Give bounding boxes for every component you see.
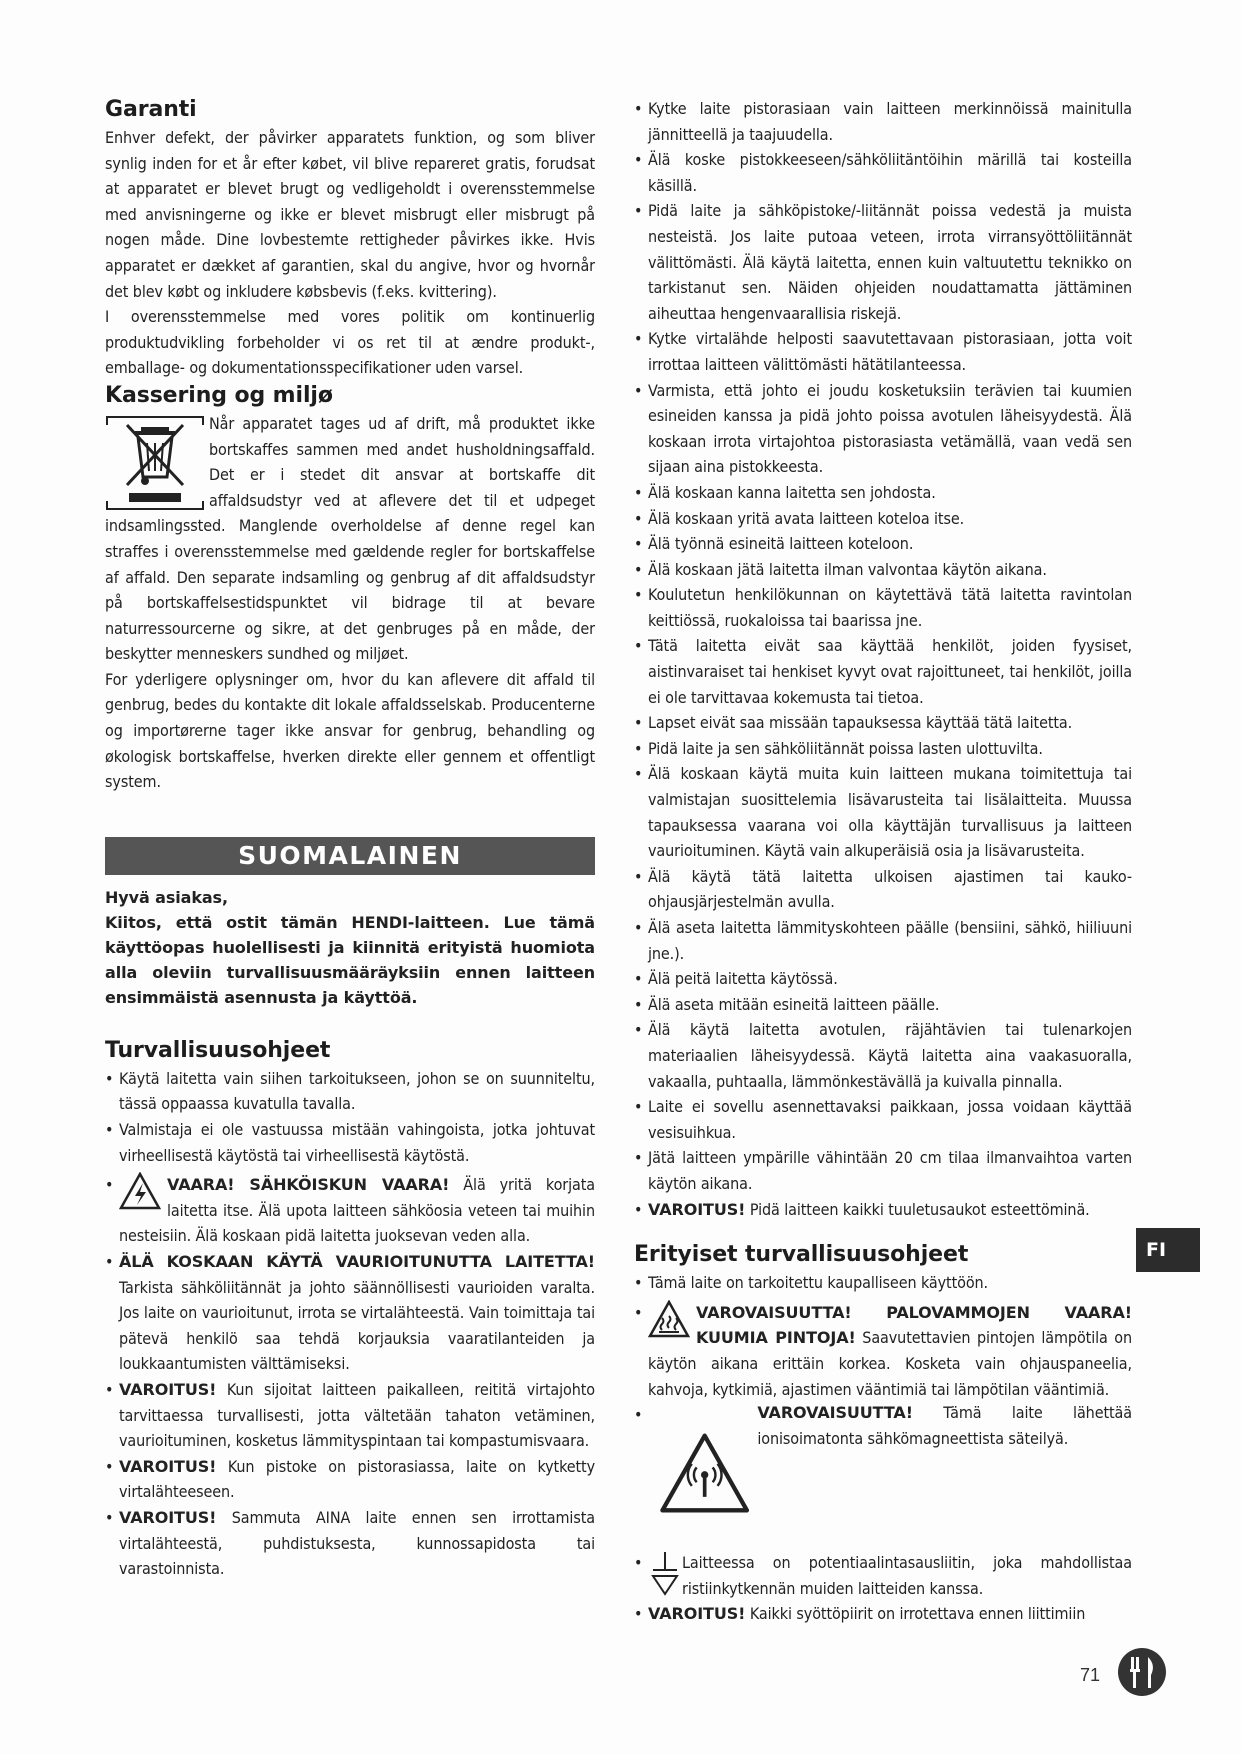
- list-item: • Tätä laitetta eivät saa käyttää henkilöt, joiden fyysiset, aistinvaraiset tai henkiset kyvyt ovat rajoittuneet, tai henkilöt, joilla ei ole tarvittavaa kokemusta tai tietoa.: [634, 633, 1132, 710]
- list-item: • VAROITUS! Kaikki syöttöpiirit on irrotettava ennen liittimiin: [634, 1601, 1132, 1627]
- list-item: • Älä työnnä esineitä laitteen koteloon.: [634, 531, 1132, 557]
- list-item: • Älä aseta mitään esineitä laitteen päälle.: [634, 992, 1132, 1018]
- hot-surface-warning-icon: [648, 1300, 690, 1338]
- turvallisuus-heading: Turvallisuusohjeet: [105, 1037, 331, 1063]
- list-item: • Tämä laite on tarkoitettu kaupalliseen käyttöön.: [634, 1270, 1132, 1296]
- garanti-paragraph-1: Enhver defekt, der påvirker apparatets funktion, og som bliver synlig inden for et år efter købet, vil blive repareret gratis, forudsat at apparatet er blevet brugt og vedligeholdt i overensstemmelse med anvisningerne og ikke er blevet misbrugt eller misbrugt på nogen måde. Dine lovbestemte rettigheder påvirkes ikke. Hvis apparatet er dækket af garantien, skal du angive, hvor og hvornår det blev købt og inkludere købsbevis (f.eks. kvittering).: [105, 128, 595, 301]
- page-number: 71: [1080, 1665, 1101, 1685]
- intro-text: Kiitos, että ostit tämän HENDI-laitteen. Lue tämä käyttöopas huolellisesti ja kiinnitä erityistä huomiota alla oleviin turvallisuusmääräyksiin ennen laitteen ensimmäistä asennusta ja käyttöä.: [105, 912, 595, 1007]
- list-item: • Älä käytä tätä laitetta ulkoisen ajastimen tai kauko-ohjausjärjestelmän avulla.: [634, 864, 1132, 915]
- list-item: • Älä aseta laitetta lämmityskohteen päälle (bensiini, sähkö, hiiliuuni jne.).: [634, 915, 1132, 966]
- list-item: • Varmista, että johto ei joudu kosketuksiin terävien tai kuumien esineiden kanssa ja pidä johto poissa avotulen läheisyydestä. Älä koskaan irrota virtajohtoa pistorasiasta vetämällä, vaan vedä sen sijaan aina pistokkeesta.: [634, 378, 1132, 480]
- list-item: • Älä koskaan kanna laitetta sen johdosta.: [634, 480, 1132, 506]
- intro-block: [105, 885, 595, 1010]
- list-item: • Älä peitä laitetta käytössä.: [634, 966, 1132, 992]
- list-item: [634, 1550, 1132, 1601]
- list-item: • Pidä laite ja sähköpistoke/-liitännät poissa vedestä ja muista nesteistä. Jos laite putoaa veteen, irrota virransyöttöliitännät välittömästi. Älä käytä laitetta, ennen kuin valtuutettu teknikko on tarkistanut sen. Näiden ohjeiden noudattamatta jättäminen aiheuttaa hengenvaarallisia riskejä.: [634, 198, 1132, 326]
- intro-greeting: Hyvä asiakas,: [105, 887, 228, 907]
- list-item: • Kytke virtalähde helposti saavutettavaan pistorasiaan, jotta voit irrottaa laitteen välittömästi hätätilanteessa.: [634, 326, 1132, 377]
- list-item: • VAROITUS! Pidä laitteen kaikki tuuletusaukot esteettöminä.: [634, 1197, 1132, 1223]
- list-item: • Älä koskaan käytä muita kuin laitteen mukana toimitettuja tai valmistajan suosittelemia lisävarusteita tai lisälaitteita. Muussa tapauksessa vaarana voi olla käyttäjän turvallisuus ja laitteen vaurioituminen. Käytä vain alkuperäisiä osia ja lisävarusteita.: [634, 761, 1132, 863]
- list-item: • Älä käytä laitetta avotulen, räjähtävien tai tulenarkojen materiaalien läheisyydessä. Käytä laitetta aina vaakasuoralla, vakaalla, puhtaalla, lämmönkestävällä ja kuivalla pinnalla.: [634, 1017, 1132, 1094]
- kassering-paragraph-2: For yderligere oplysninger om, hvor du kan aflevere dit affald til genbrug, bedes du kontakte dit lokale affaldsselskab. Producenterne og importørerne tager ikke ansvar for genbrug, behandling og økologisk bortskaffelse, hverken direkte eller gennem et offentligt system.: [105, 669, 595, 792]
- kassering-heading: Kassering og miljø: [105, 382, 333, 408]
- list-item: • Älä koske pistokkeeseen/sähköliitäntöihin märillä tai kosteilla käsillä.: [634, 147, 1132, 198]
- list-item: • VAROITUS! Sammuta AINA laite ennen sen irrottamista virtalähteestä, puhdistuksesta, kunnossapidosta tai varastoinnista.: [105, 1505, 595, 1582]
- list-item: • Koulutetun henkilökunnan on käytettävä tätä laitetta ravintolan keittiössä, ruokaloissa tai baarissa jne.: [634, 582, 1132, 633]
- list-item: [634, 1402, 1132, 1538]
- erityiset-list: [634, 1270, 1132, 1627]
- safety-list-continued: [634, 96, 1132, 1222]
- list-item: • Älä koskaan jätä laitetta ilman valvontaa käytön aikana.: [634, 557, 1132, 583]
- non-ionizing-radiation-icon: [660, 1408, 749, 1538]
- weee-bin-icon: [105, 413, 205, 513]
- language-tab: FI: [1136, 1228, 1200, 1272]
- list-item: • Pidä laite ja sen sähköliitännät poissa lasten ulottuvilta.: [634, 736, 1132, 762]
- list-item: • Lapset eivät saa missään tapauksessa käyttää tätä laitetta.: [634, 710, 1132, 736]
- list-item: • ÄLÄ KOSKAAN KÄYTÄ VAURIOITUNUTTA LAITETTA! Tarkista sähköliitännät ja johto säännöllisesti vaurioiden varalta. Jos laite on vaurioitunut, irrota se virtalähteestä. Vain toimittaja tai pätevä henkilö saa tehdä korjauksia vaaratilanteiden ja loukkaantumisten välttämiseksi.: [105, 1249, 595, 1377]
- list-item: • VAROVAISUUTTA! PALOVAMMOJEN VAARA! KUUMIA PINTOJA! Saavutettavien pintojen lämpötila on käytön aikana erittäin korkea. Kosketa vain ohjauspaneelia, kahvoja, kytkimiä, ajastimen vääntimiä tai lämpötilan vääntimiä.: [634, 1300, 1132, 1402]
- equipotential-row: [648, 1550, 1132, 1601]
- hendi-logo-icon: [1117, 1647, 1167, 1697]
- list-item: • Käytä laitetta vain siihen tarkoitukseen, johon se on suunniteltu, tässä oppaassa kuvatulla tavalla.: [105, 1066, 595, 1117]
- list-item: • Valmistaja ei ole vastuussa mistään vahingoista, jotka johtuvat virheellisestä käytöstä tai virheellisestä käytöstä.: [105, 1117, 595, 1168]
- left-column: [105, 95, 595, 1582]
- list-item: • Jätä laitteen ympärille vähintään 20 cm tilaa ilmanvaihtoa varten käytön aikana.: [634, 1145, 1132, 1196]
- kassering-block: [105, 411, 595, 795]
- list-item: • VAARA! SÄHKÖISKUN VAARA! Älä yritä korjata laitetta itse. Älä upota laitteen sähköosia veteen tai muihin nesteisiin. Älä koskaan pidä laitetta juoksevan veden alla.: [105, 1172, 595, 1249]
- language-banner: SUOMALAINEN: [105, 837, 595, 875]
- garanti-heading: Garanti: [105, 97, 197, 122]
- radiation-row: [648, 1402, 1132, 1538]
- erityiset-heading: Erityiset turvallisuusohjeet: [634, 1242, 969, 1268]
- equipotential-text: • Laitteessa on potentiaalintasausliitin, joka mahdollistaa ristiinkytkennän muiden laitteiden kanssa.: [682, 1553, 1132, 1598]
- list-item: • VAROITUS! Kun sijoitat laitteen paikalleen, reititä virtajohto tarvittaessa turvallisesti, jotta vältetään tahaton vetäminen, vaurioituminen, kosketus lämmityspintaan tai kompastumisvaara.: [105, 1377, 595, 1454]
- right-column: [634, 96, 1132, 1627]
- list-item: • VAROITUS! Kun pistoke on pistorasiassa, laite on kytketty virtalähteeseen.: [105, 1454, 595, 1505]
- kassering-paragraph-1: Når apparatet tages ud af drift, må produktet ikke bortskaffes sammen med andet husholdningsaffald. Det er i stedet dit ansvar at bortskaffe dit affaldsudstyr ved at aflevere det til et udpeget indsamlingssted. Manglende overholdelse af denne regel kan straffes i overensstemmelse med gældende regler for bortskaffelse af affald. Den separate indsamling og genbrug af dit affaldsudstyr på bortskaffelsestidspunktet vil bidrage til at bevare naturressourcerne og sikre, at det genbruges på en måde, der beskytter menneskers sundhed og miljøet.: [105, 413, 595, 664]
- list-item: • Älä koskaan yritä avata laitteen koteloa itse.: [634, 506, 1132, 532]
- turvallisuus-list: [105, 1066, 595, 1582]
- radiation-text: • VAROVAISUUTTA! Tämä laite lähettää ionisoimatonta sähkömagneettista säteilyä.: [757, 1403, 1132, 1448]
- electric-shock-warning-icon: [119, 1172, 161, 1210]
- list-item: • Kytke laite pistorasiaan vain laitteen merkinnöissä mainitulla jännitteellä ja taajuudella.: [634, 96, 1132, 147]
- list-item: • Laite ei sovellu asennettavaksi paikkaan, jossa voidaan käyttää vesisuihkua.: [634, 1094, 1132, 1145]
- garanti-paragraph-2: I overensstemmelse med vores politik om kontinuerlig produktudvikling forbeholder vi os ret til at ændre produkt-, emballage- og dokumentationsspecifikationer uden varsel.: [105, 307, 595, 378]
- equipotential-terminal-icon: [650, 1550, 680, 1596]
